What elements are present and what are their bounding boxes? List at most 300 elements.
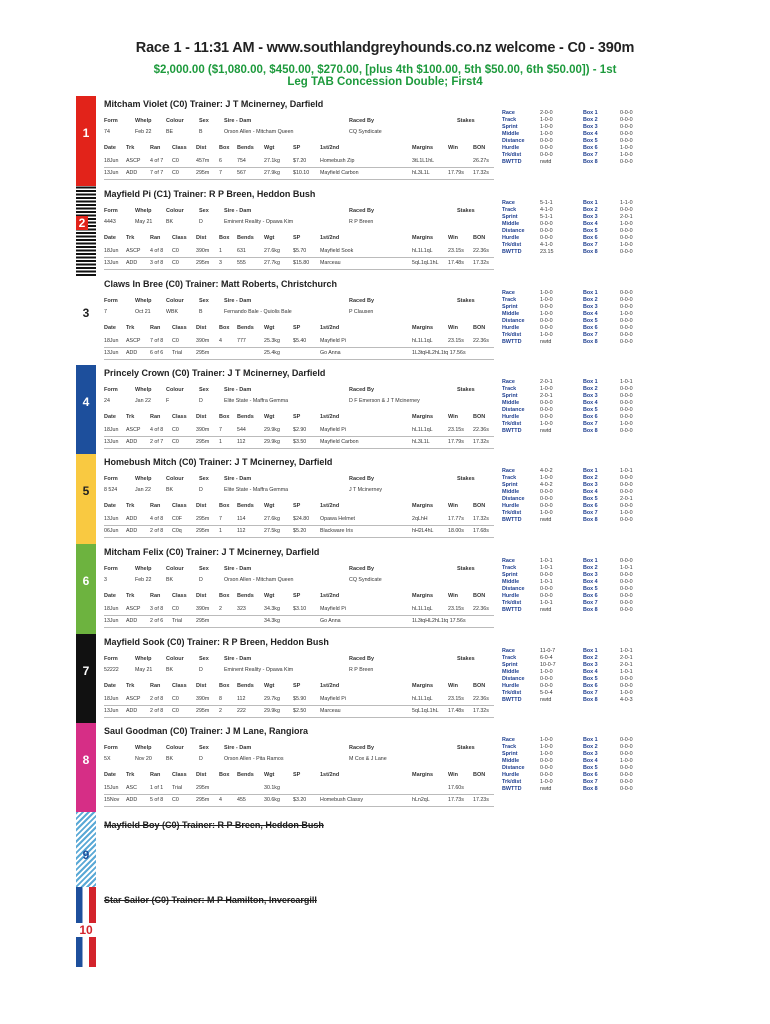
run-margins: hL1L1qL (412, 427, 433, 433)
runner-name (104, 189, 315, 199)
field-sire_dam: Orson Allen - Pita Ramos (224, 756, 284, 762)
box-value: 1-0-1 (620, 669, 633, 675)
stat-label: Middle (502, 669, 520, 675)
run-dist: 295m (196, 797, 210, 803)
box-label: Box 4 (583, 400, 598, 406)
stat-label: Distance (502, 318, 525, 324)
run-header-margins: Margins (412, 325, 434, 331)
run-dist: 295m (196, 439, 210, 445)
box-value: 2-0-1 (620, 662, 633, 668)
run-sp: $3.20 (293, 797, 307, 803)
field-sire_dam: Elite State - Maffra Gemma (224, 487, 289, 493)
field-raced_by: M Cox & J Lane (349, 756, 387, 762)
box-number: 5 (82, 484, 90, 498)
stat-value: 1-0-0 (540, 475, 553, 481)
runner-block (0, 365, 770, 454)
stat-value: 5-1-1 (540, 214, 553, 220)
run-class: C0 (172, 260, 179, 266)
box-label: Box 1 (583, 648, 598, 654)
box-label: Box 6 (583, 683, 598, 689)
run-first: Marceau (320, 708, 341, 714)
row-divider (104, 794, 494, 795)
box-value: 0-0-0 (620, 110, 633, 116)
run-header-trk: Trk (126, 414, 135, 420)
trainer-name: Trainer: R P Breen, Heddon Bush (173, 189, 316, 199)
run-bon: 17.32s (473, 260, 489, 266)
run-header-box: Box (219, 503, 230, 509)
trainer-name: Trainer: J T Mcinerney, Darfield (186, 547, 320, 557)
run-header-class: Class (172, 593, 187, 599)
runner-name (104, 820, 324, 830)
field-sire_dam: Eminent Reality - Opawa Kim (224, 219, 294, 225)
run-bends: 114 (237, 516, 246, 522)
dog-name: Princely Crown (C0) (104, 368, 193, 378)
col-header-form: Form (104, 298, 118, 304)
run-margins: hL1L1qL (412, 696, 433, 702)
col-header-sire_dam: Sire - Dam (224, 208, 252, 214)
col-header-sex: Sex (199, 208, 209, 214)
prize-line-1: $2,000.00 ($1,080.00, $450.00, $270.00, [plus 4th $100.00, 5th $50.00, 6th $50.00]) - 1st (153, 64, 617, 76)
box-number: 8 (82, 753, 90, 767)
col-header-colour: Colour (166, 656, 184, 662)
run-header-dist: Dist (196, 145, 207, 151)
col-header-stakes: Stakes (457, 298, 475, 304)
field-form: 7 (104, 309, 107, 315)
run-trk: ASCP (126, 248, 141, 254)
box-label: Box 6 (583, 235, 598, 241)
stat-label: Race (502, 290, 515, 296)
run-header-trk: Trk (126, 683, 135, 689)
col-header-stakes: Stakes (457, 745, 475, 751)
stat-label: Hurdle (502, 414, 520, 420)
col-header-whelp: Whelp (135, 298, 152, 304)
col-header-stakes: Stakes (457, 656, 475, 662)
stat-label: Distance (502, 586, 525, 592)
box-number: 7 (82, 664, 90, 678)
stat-value: 1-0-0 (540, 421, 553, 427)
run-trk: ADD (126, 528, 138, 534)
run-header-margins: Margins (412, 593, 434, 599)
run-wgt: 25.4kg (264, 350, 280, 356)
box-value: 0-0-0 (620, 159, 633, 165)
stat-value: 0-0-0 (540, 221, 553, 227)
box-label: Box 1 (583, 737, 598, 743)
run-header-dist: Dist (196, 593, 207, 599)
run-sp: $7.20 (293, 158, 307, 164)
run-header-ran: Ran (150, 145, 161, 151)
run-win: 17.79s (448, 170, 464, 176)
run-class: Trial (172, 785, 183, 791)
stat-value: 0-0-0 (540, 407, 553, 413)
run-wgt: 29.7kg (264, 696, 280, 702)
col-header-whelp: Whelp (135, 745, 152, 751)
run-dist: 295m (196, 785, 210, 791)
stat-value: 0-0-0 (540, 304, 553, 310)
box-value: 0-0-0 (620, 297, 633, 303)
box-label: Box 7 (583, 779, 598, 785)
run-header-class: Class (172, 683, 187, 689)
field-raced_by: R P Breen (349, 219, 374, 225)
box-label: Box 5 (583, 676, 598, 682)
stat-label: Distance (502, 407, 525, 413)
run-wgt: 27.9kg (264, 170, 280, 176)
run-wgt: 29.9kg (264, 439, 280, 445)
run-header-dist: Dist (196, 414, 207, 420)
col-header-sire_dam: Sire - Dam (224, 387, 252, 393)
run-header-bends: Bends (237, 593, 254, 599)
run-first: Go Anna (320, 618, 341, 624)
stat-label: Track (502, 297, 517, 303)
run-ran: 3 of 8 (150, 260, 164, 266)
col-header-raced_by: Raced By (349, 387, 375, 393)
stat-value: nwtd (540, 339, 552, 345)
run-header-win: Win (448, 593, 459, 599)
run-box: 8 (219, 696, 222, 702)
stat-label: Hurdle (502, 325, 520, 331)
field-sire_dam: Orson Allen - Mitcham Queen (224, 577, 294, 583)
run-header-date: Date (104, 145, 116, 151)
col-header-raced_by: Raced By (349, 208, 375, 214)
run-win: 17.79s (448, 439, 464, 445)
runner-block (0, 276, 770, 365)
field-colour: BK (166, 667, 174, 673)
field-raced_by: D F Emerson & J T Mcinerney (349, 398, 420, 404)
run-header-bends: Bends (237, 772, 254, 778)
box-value: 2-0-1 (620, 496, 633, 502)
runner-block (0, 186, 770, 276)
stat-label: Sprint (502, 482, 518, 488)
box-value: 0-0-0 (620, 579, 633, 585)
stat-value: 2-0-1 (540, 379, 553, 385)
field-sex: B (199, 309, 203, 315)
run-wgt: 25.3kg (264, 338, 280, 344)
stat-label: Track (502, 117, 517, 123)
box-label: Box 4 (583, 489, 598, 495)
stat-label: Middle (502, 489, 520, 495)
run-margins: 2qLhH (412, 516, 428, 522)
field-whelp: Nov 20 (135, 756, 152, 762)
run-first: Mayfield Sook (320, 248, 354, 254)
run-box: 7 (219, 516, 222, 522)
run-box: 4 (219, 338, 222, 344)
box-colour-bar (76, 454, 96, 544)
col-header-stakes: Stakes (457, 118, 475, 124)
stat-value: 1-0-0 (540, 124, 553, 130)
run-win: 23.15s (448, 427, 464, 433)
field-raced_by: P Clausen (349, 309, 374, 315)
box-value: 1-0-0 (620, 145, 633, 151)
run-bon: 22.36s (473, 606, 489, 612)
run-class: C0 (172, 606, 179, 612)
run-header-trk: Trk (126, 772, 135, 778)
run-header-first_second: 1st/2nd (320, 683, 340, 689)
stat-value: 0-0-0 (540, 586, 553, 592)
run-header-dist: Dist (196, 683, 207, 689)
run-header-bon: BON (473, 593, 486, 599)
stat-label: Sprint (502, 124, 518, 130)
runner-block (0, 544, 770, 634)
run-ran: 4 of 7 (150, 158, 164, 164)
stat-label: Distance (502, 228, 525, 234)
run-box: 2 (219, 606, 222, 612)
trainer-name: Trainer: Matt Roberts, Christchurch (185, 279, 338, 289)
box-value: 0-0-0 (620, 131, 633, 137)
run-trk: ASCP (126, 606, 141, 612)
run-header-date: Date (104, 414, 116, 420)
run-wgt: 34.3kg (264, 618, 280, 624)
trainer-name: Trainer: J T Mcinerney, Darfield (192, 368, 326, 378)
run-bon: 22.36s (473, 696, 489, 702)
stat-value: 11-0-7 (540, 648, 556, 654)
run-date: 18Jun (104, 696, 119, 702)
col-header-raced_by: Raced By (349, 118, 375, 124)
run-ran: 7 of 7 (150, 170, 164, 176)
box-value: 0-0-0 (620, 249, 633, 255)
stat-value: 5-1-1 (540, 200, 553, 206)
box-value: 0-0-0 (620, 737, 633, 743)
row-divider (104, 359, 494, 360)
runner-name (104, 547, 319, 557)
stat-value: nwtd (540, 428, 552, 434)
stat-label: Trk/dist (502, 690, 522, 696)
col-header-colour: Colour (166, 476, 184, 482)
row-divider (104, 257, 494, 258)
box-label: Box 7 (583, 510, 598, 516)
box-value: 0-0-0 (620, 117, 633, 123)
run-header-bon: BON (473, 683, 486, 689)
run-header-bon: BON (473, 145, 486, 151)
col-header-sex: Sex (199, 656, 209, 662)
run-box: 2 (219, 708, 222, 714)
run-header-bon: BON (473, 235, 486, 241)
run-header-class: Class (172, 145, 187, 151)
stat-label: Middle (502, 400, 520, 406)
run-first: Blackware Iris (320, 528, 353, 534)
stat-value: nwtd (540, 786, 552, 792)
stat-label: Trk/dist (502, 332, 522, 338)
box-value: 0-0-0 (620, 586, 633, 592)
run-header-sp: SP (293, 235, 301, 241)
box-label: Box 5 (583, 765, 598, 771)
box-value: 1-1-0 (620, 200, 633, 206)
box-label: Box 1 (583, 379, 598, 385)
run-header-box: Box (219, 235, 230, 241)
run-header-margins: Margins (412, 683, 434, 689)
run-sp: $5.90 (293, 696, 307, 702)
box-value: 0-0-0 (620, 503, 633, 509)
dog-name: Mitcham Violet (C0) (104, 99, 190, 109)
run-ran: 3 of 8 (150, 606, 164, 612)
stat-value: 1-0-0 (540, 311, 553, 317)
run-class: C0 (172, 338, 179, 344)
run-header-wgt: Wgt (264, 145, 275, 151)
trainer-name: Trainer: R P Breen, Heddon Bush (187, 637, 329, 647)
run-trk: ASCP (126, 338, 141, 344)
row-divider (104, 269, 494, 270)
run-win: 23.15s (448, 338, 464, 344)
stat-label: Track (502, 655, 517, 661)
run-win: 23.15s (448, 606, 464, 612)
box-number: 4 (82, 395, 90, 409)
box-value: 0-0-0 (620, 304, 633, 310)
run-header-bends: Bends (237, 235, 254, 241)
runner-name (104, 895, 317, 905)
col-header-stakes: Stakes (457, 387, 475, 393)
run-bends: 112 (237, 439, 246, 445)
stat-value: nwtd (540, 159, 552, 165)
run-class: C0 (172, 696, 179, 702)
box-number: 2 (76, 216, 88, 230)
run-header-class: Class (172, 235, 187, 241)
box-label: Box 8 (583, 786, 598, 792)
run-sp: $3.10 (293, 606, 307, 612)
field-form: 24 (104, 398, 110, 404)
col-header-stakes: Stakes (457, 476, 475, 482)
run-header-bends: Bends (237, 683, 254, 689)
run-header-first_second: 1st/2nd (320, 593, 340, 599)
box-label: Box 8 (583, 428, 598, 434)
run-class: C0q (172, 528, 182, 534)
box-number: 1 (82, 126, 90, 140)
box-label: Box 2 (583, 744, 598, 750)
run-header-trk: Trk (126, 593, 135, 599)
row-divider (104, 448, 494, 449)
run-header-bends: Bends (237, 145, 254, 151)
run-header-box: Box (219, 593, 230, 599)
run-win: 17.73s (448, 797, 464, 803)
col-header-colour: Colour (166, 566, 184, 572)
box-label: Box 8 (583, 607, 598, 613)
stat-value: 1-0-1 (540, 600, 553, 606)
box-value: 0-0-0 (620, 138, 633, 144)
col-header-form: Form (104, 745, 118, 751)
stat-value: nwtd (540, 517, 552, 523)
run-bends: 112 (237, 696, 246, 702)
col-header-raced_by: Raced By (349, 566, 375, 572)
run-header-sp: SP (293, 683, 301, 689)
field-sire_dam: Eminent Reality - Opawa Kim (224, 667, 294, 673)
stat-label: Distance (502, 765, 525, 771)
run-bends: 222 (237, 708, 246, 714)
box-label: Box 8 (583, 339, 598, 345)
field-whelp: Feb 22 (135, 577, 152, 583)
run-wgt: 27.6kg (264, 248, 280, 254)
box-number: 6 (82, 574, 90, 588)
run-header-bon: BON (473, 503, 486, 509)
run-header-margins: Margins (412, 772, 434, 778)
box-colour-bar (76, 186, 96, 276)
run-header-win: Win (448, 772, 459, 778)
run-date: 13Jun (104, 170, 119, 176)
dog-name: Mayfield Sook (C0) (104, 637, 188, 647)
run-win: 17.60s (448, 785, 464, 791)
box-value: 1-0-0 (620, 690, 633, 696)
box-value: 0-0-0 (620, 744, 633, 750)
box-number: 10 (76, 923, 96, 937)
run-bends: 544 (237, 427, 246, 433)
run-trk: ASCP (126, 696, 141, 702)
runner-block (0, 812, 770, 887)
stat-label: BWTTD (502, 697, 522, 703)
stat-value: 4-0-2 (540, 468, 553, 474)
stat-value: 0-0-0 (540, 676, 553, 682)
box-colour-bar (76, 634, 96, 723)
run-margins: hL1L1qL (412, 338, 433, 344)
run-class: C0 (172, 708, 179, 714)
box-label: Box 4 (583, 758, 598, 764)
stat-value: 1-0-0 (540, 386, 553, 392)
run-class: Trial (172, 618, 183, 624)
run-dist: 295m (196, 170, 210, 176)
runner-block (0, 96, 770, 186)
box-label: Box 3 (583, 214, 598, 220)
run-trk: ADD (126, 260, 138, 266)
stat-label: BWTTD (502, 517, 522, 523)
field-form: 8 524 (104, 487, 118, 493)
run-header-date: Date (104, 683, 116, 689)
stat-label: Sprint (502, 662, 518, 668)
stat-value: 2-0-0 (540, 110, 553, 116)
box-label: Box 1 (583, 110, 598, 116)
run-header-bends: Bends (237, 414, 254, 420)
run-win: 17.48s (448, 260, 464, 266)
stat-label: Middle (502, 579, 520, 585)
run-header-win: Win (448, 325, 459, 331)
run-ran: 7 of 8 (150, 338, 164, 344)
run-header-first_second: 1st/2nd (320, 325, 340, 331)
box-label: Box 4 (583, 669, 598, 675)
run-header-bon: BON (473, 772, 486, 778)
run-class: Trial (172, 350, 183, 356)
run-win: 17.48s (448, 708, 464, 714)
run-header-date: Date (104, 235, 116, 241)
run-header-first_second: 1st/2nd (320, 503, 340, 509)
box-label: Box 6 (583, 325, 598, 331)
field-form: 74 (104, 129, 110, 135)
trainer-name: Trainer: J T Mcinerney, Darfield (199, 457, 333, 467)
run-header-box: Box (219, 683, 230, 689)
run-sp: $24.80 (293, 516, 310, 522)
run-date: 18Jun (104, 158, 119, 164)
field-sex: D (199, 219, 203, 225)
box-value: 0-0-0 (620, 428, 633, 434)
run-wgt: 34.3kg (264, 606, 280, 612)
run-margins: hL1L1qL (412, 606, 433, 612)
box-label: Box 2 (583, 207, 598, 213)
col-header-whelp: Whelp (135, 208, 152, 214)
trainer-name: Trainer: M P Hamilton, Invercargill (171, 895, 317, 905)
box-label: Box 7 (583, 600, 598, 606)
stat-label: Race (502, 558, 515, 564)
run-bon: 17.23s (473, 797, 489, 803)
run-header-trk: Trk (126, 235, 135, 241)
run-bon: 26.27s (473, 158, 489, 164)
run-header-wgt: Wgt (264, 414, 275, 420)
box-label: Box 8 (583, 697, 598, 703)
box-value: 1-0-1 (620, 379, 633, 385)
stat-label: Distance (502, 138, 525, 144)
box-label: Box 5 (583, 407, 598, 413)
run-header-trk: Trk (126, 503, 135, 509)
stat-value: 1-0-0 (540, 332, 553, 338)
stat-label: BWTTD (502, 159, 522, 165)
field-raced_by: R P Breen (349, 667, 374, 673)
run-ran: 2 of 8 (150, 708, 164, 714)
run-header-box: Box (219, 325, 230, 331)
box-label: Box 8 (583, 249, 598, 255)
run-header-win: Win (448, 145, 459, 151)
col-header-sex: Sex (199, 566, 209, 572)
